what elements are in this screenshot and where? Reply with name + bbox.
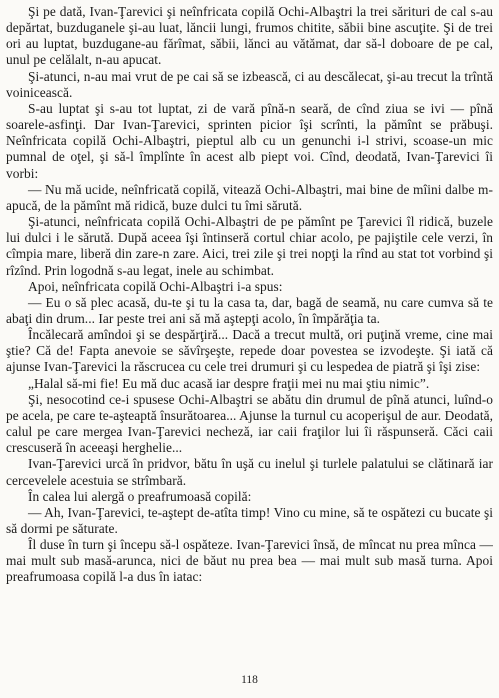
paragraph: Ivan-Ţarevici urcă în pridvor, bătu în uşă cu inelul şi turlele palatului se clătinară iar cercevelele acestuia se strîmbară. bbox=[6, 456, 493, 488]
paragraph: Şi-atunci, neînfricata copilă Ochi-Albaştri de pe pămînt pe Ţarevici îl ridică, buzele lui dulci i le sărută. După aceea îşi întinseră cortul chiar acolo, pe pajiştile cele verzi, în cîmpia mare, liberă din zare-n zare. Aici, trei zile şi trei nopţi la rînd au stat tot vorbind şi rîzînd. Prin logodnă s-au legat, inele au schimbat. bbox=[6, 214, 493, 278]
page-number: 118 bbox=[241, 674, 258, 686]
paragraph: În calea lui alergă o preafrumoasă copilă: bbox=[28, 488, 252, 504]
paragraph: — Nu mă ucide, neînfricată copilă, vitează Ochi-Albaştri, mai bine de mîini dalbe m-apucă, de la pămînt mă ridică, buze dulci tu îmi sărută. bbox=[6, 181, 493, 213]
paragraph: — Ah, Ivan-Ţarevici, te-aştept de-atîta timp! Vino cu mine, să te ospătezi cu bucate şi să dormi pe săturate. bbox=[6, 504, 493, 536]
paragraph: — Eu o să plec acasă, du-te şi tu la casa ta, dar, bagă de seamă, nu care cumva să te abaţi din drum... Iar peste trei ani să mă aştepţi acolo, în împărăţia ta. bbox=[6, 294, 493, 326]
paragraph: „Halal să-mi fie! Eu mă duc acasă iar despre fraţii mei nu mai ştiu nimic”. bbox=[28, 375, 430, 391]
paragraph: Şi-atunci, n-au mai vrut de pe cai să se izbească, ci au descălecat, şi-au trecut la trîntă voinicească. bbox=[6, 68, 493, 100]
paragraph: Apoi, neînfricata copilă Ochi-Albaştri i-a spus: bbox=[28, 278, 283, 294]
paragraph: Îl duse în turn şi începu să-l ospăteze. Ivan-Ţarevici însă, de mîncat nu prea mînca — mai mult sub masă-arunca, nici de băut nu prea bea — mai mult sub masă turna. Apoi preafrumoasa copilă l-a dus în iatac: bbox=[6, 537, 493, 585]
paragraph: Şi pe dată, Ivan-Ţarevici şi neînfricata copilă Ochi-Albaştri la trei sărituri de cal s-au depărtat, buzduganele şi-au luat, lăncii lungi, frumos chitite, săbii bine ascuţite. Şi de trei ori au luptat, buzdugane-au fărîmat, săbii, lănci au vătămat, dar să-l doboare de pe cal, unul pe celălalt, n-au apucat. bbox=[6, 4, 493, 68]
paragraph: Şi, nesocotind ce-i spusese Ochi-Albaştri se abătu din drumul de pînă atunci, luînd-o pe acela, pe care te-aşteaptă însurătoarea... Ajunse la turnul cu acoperişul de aur. Deodată, calul pe care mergea Ivan-Ţarevici necheză, iar caii fraţilor lui îi răspunseră. Căci caii crescuseră în aceeaşi herghelie... bbox=[6, 391, 493, 456]
paragraph: Încălecară amîndoi şi se despărţiră... Dacă a trecut multă, ori puţină vreme, cine mai ştie? Că de! Fapta anevoie se săvîrşeşte, repede doar povestea se izvodeşte. Şi iată că ajunse Ivan-Ţarevici la răscrucea cu cele trei drumuri şi cu lespedea de piatră şi îşi zise: bbox=[6, 327, 493, 375]
paragraph: S-au luptat şi s-au tot luptat, zi de vară pînă-n seară, de cînd ziua se ivi — pînă soarele-asfinţi. Dar Ivan-Ţarevici, sprinten picior îşi scrînti, la pămînt se prăbuşi. Neînfricata copilă Ochi-Albaştri, pieptul alb cu un genunchi i-l strivi, scoase-un mic pumnal de oţel, şi să-l împlînte în acest alb piept voi. Cînd, deodată, Ivan-Ţarevici îi vorbi: bbox=[6, 100, 493, 181]
